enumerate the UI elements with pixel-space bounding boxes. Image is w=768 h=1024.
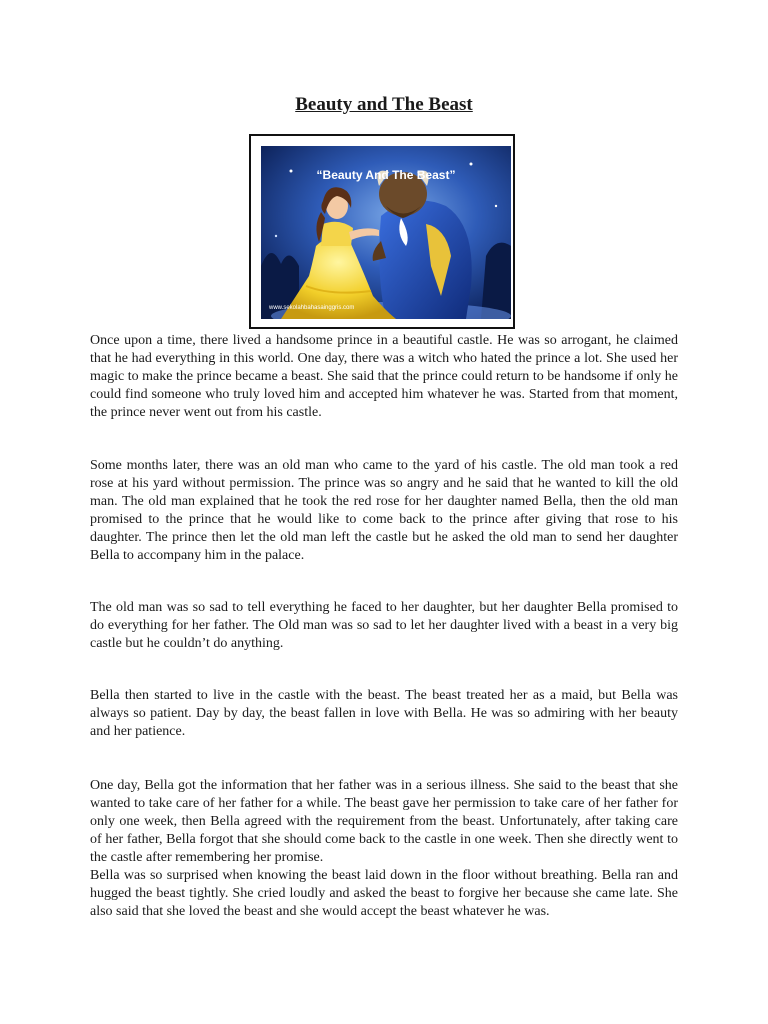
paragraph-text: The old man was so sad to tell everything he faced to her daughter, but her daughter Bella promised to do everything for her father. The Old man was so sad to let her daughter lived with a beast in a very big castle but he couldn’t do anything.: [90, 600, 678, 651]
paragraph-text: Some months later, there was an old man who came to the yard of his castle. The old man took a red rose at his yard without permission. The prince was so angry and he said that he wanted to kill the old man. The old man explained that he took the red rose for her daughter named Bella, then the old man promised to the prince that he would like to come back to the prince after giving that rose to his daughter. The prince then let the old man left the castle but he asked the old man to send her daughter Bella to accompany him in the palace.: [90, 458, 678, 563]
paragraph-text: Bella was so surprised when knowing the beast laid down in the floor without breathing. Bella ran and hugged the beast tightly. She cried loudly and asked the beast to forgive her because she came late. She also said that she loved the beast and she would accept the beast whatever he was.: [90, 868, 678, 919]
page-title: Beauty and The Beast: [295, 94, 473, 115]
illustration-frame: [249, 134, 515, 329]
paragraph-2: [90, 457, 678, 565]
paragraph-text: Bella then started to live in the castle with the beast. The beast treated her as a maid, but Bella was always so patient. Day by day, the beast fallen in love with Bella. He was so admiring with her beauty and her patience.: [90, 688, 678, 739]
illustration: [261, 146, 511, 319]
paragraph-5: [90, 777, 678, 921]
illustration-watermark: www.sekolahbahasainggris.com: [269, 305, 355, 311]
paragraph-4: [90, 687, 678, 741]
illustration-caption: “Beauty And The Beast”: [316, 168, 456, 182]
paragraph-3: [90, 599, 678, 653]
paragraph-1: [90, 332, 678, 422]
paragraph-text: One day, Bella got the information that her father was in a serious illness. She said to the beast that she wanted to take care of her father for a while. The beast gave her permission to take care of her father for only one week, then Bella agreed with the requirement from the beast. Unfortunately, after taking care of her father, Bella forgot that she should come back to the castle in one week. Then she directly went to the castle after remembering her promise.: [90, 778, 678, 865]
paragraph-text: Once upon a time, there lived a handsome prince in a beautiful castle. He was so arrogant, he claimed that he had everything in this world. One day, there was a witch who hated the prince a lot. She used her magic to make the prince became a beast. She said that the prince could return to be handsome if only he could find someone who truly loved him and accepted him whatever he was. Started from that moment, the prince never went out from his castle.: [90, 333, 678, 420]
